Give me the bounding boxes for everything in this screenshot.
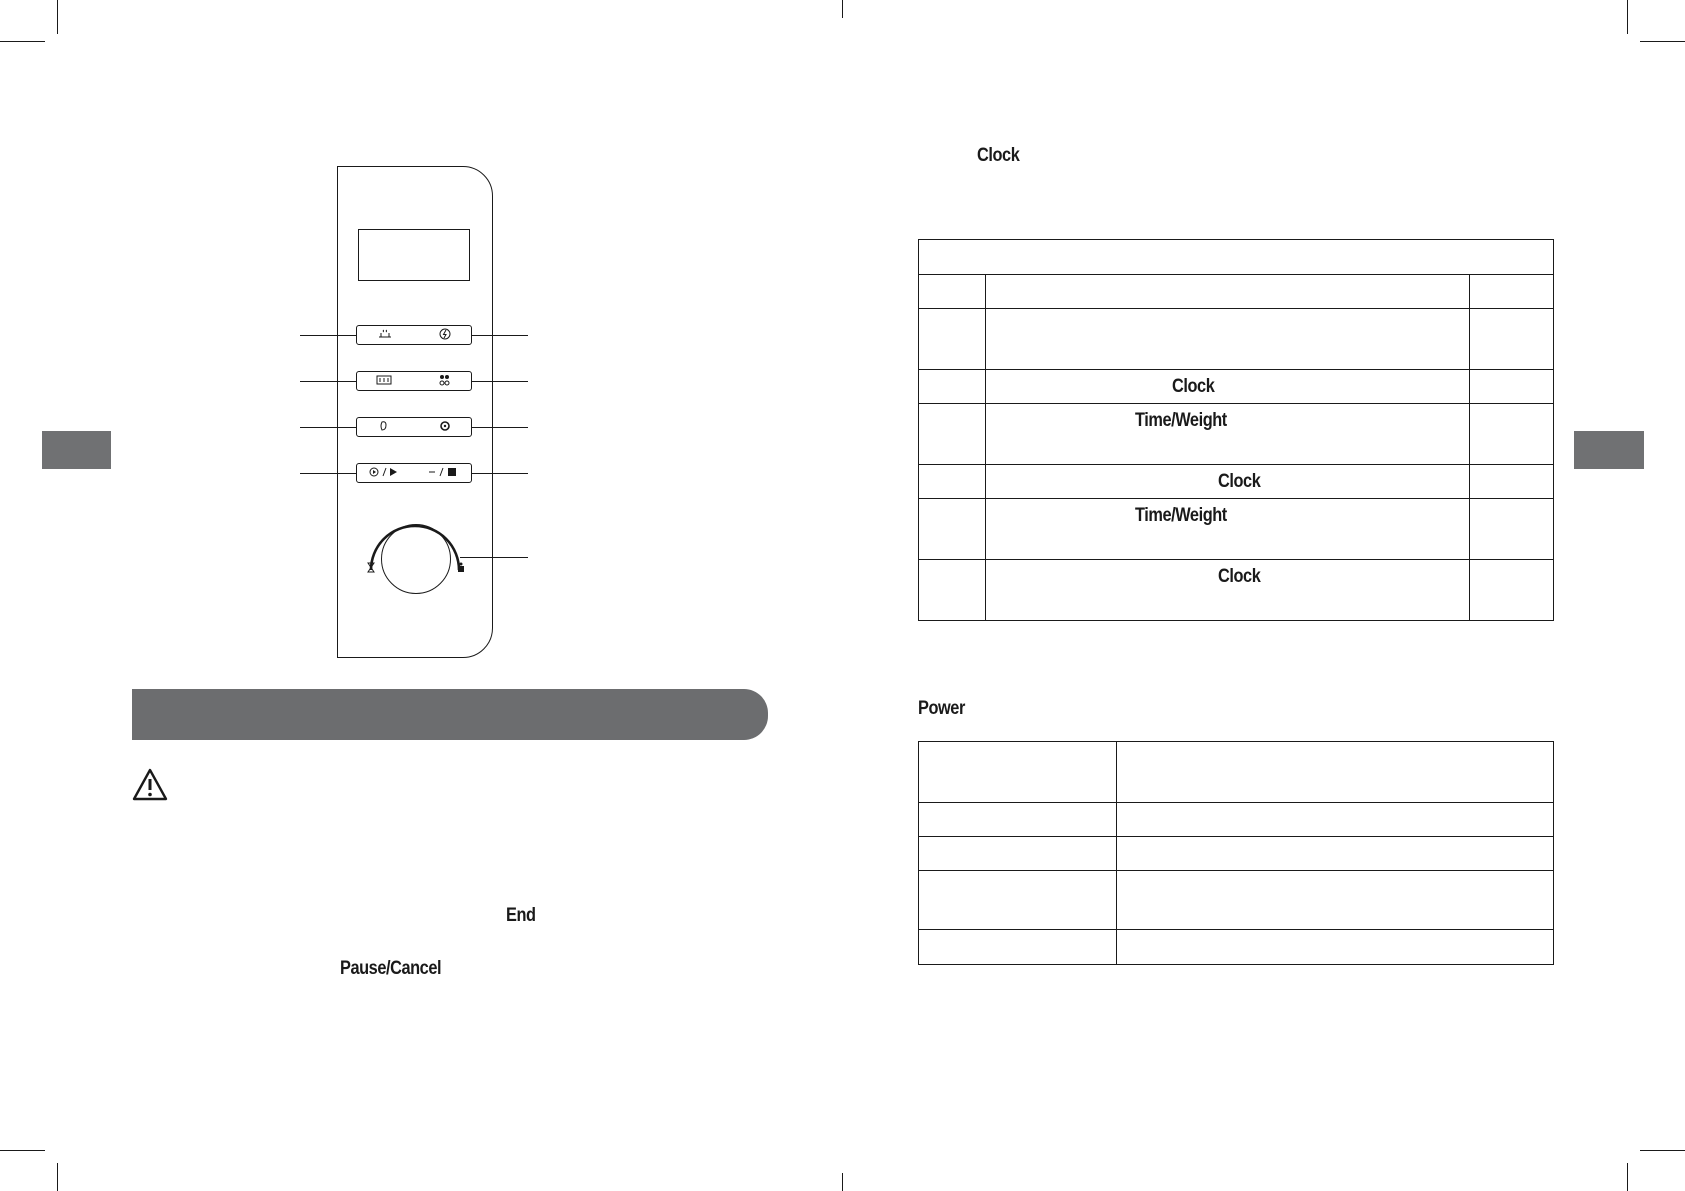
table-row [919,465,1554,499]
table-row [919,370,1554,404]
crop-mark [0,1150,45,1151]
step-keyword: Time/Weight [1135,410,1227,431]
leader-line [460,557,528,558]
power-heading: Power [918,698,965,719]
crop-mark [842,1173,843,1191]
table-row [919,499,1554,560]
leader-line [472,473,528,474]
step-keyword: Clock [1218,471,1261,492]
crop-mark [842,0,843,18]
end-keyword: End [506,905,536,926]
weight-icon [457,560,465,578]
table-row [919,837,1554,871]
panel-button-row-1 [356,325,472,345]
crop-mark [1640,41,1685,42]
step-keyword: Clock [1218,566,1261,587]
clock-icon [439,420,451,436]
auto-cook-icon [379,420,389,436]
table-row [919,803,1554,837]
table-row [919,930,1554,965]
crop-mark [57,1163,58,1191]
leader-line [300,427,356,428]
stop-icon [427,466,459,482]
table-row [919,871,1554,930]
panel-button-row-2 [356,371,472,391]
power-level-table [918,741,1554,965]
pause-cancel-keyword: Pause/Cancel [340,958,442,979]
power-icon [439,328,451,344]
crop-mark [1640,1150,1685,1151]
crop-mark [57,0,58,34]
step-keyword: Clock [1172,376,1215,397]
table-row [919,309,1554,370]
step-keyword: Time/Weight [1135,505,1227,526]
time-icon [367,560,375,578]
table-row [919,275,1554,309]
warning-triangle-icon [132,768,168,806]
table-row [919,240,1554,275]
section-banner [132,689,768,740]
combi-icon [439,374,451,390]
crop-mark [0,41,45,42]
leader-line [300,473,356,474]
table-row [919,560,1554,621]
defrost-icon [377,328,393,344]
left-page-tab [42,431,111,469]
panel-button-row-4 [356,463,472,483]
leader-line [300,381,356,382]
panel-display [358,229,470,281]
clock-setting-table [918,239,1554,621]
leader-line [472,381,528,382]
crop-mark [1627,1163,1628,1191]
panel-button-row-3 [356,417,472,437]
leader-line [472,427,528,428]
crop-mark [1627,0,1628,34]
control-dial [381,524,451,594]
start-icon [369,466,401,482]
right-page-tab [1574,431,1644,469]
leader-line [300,335,356,336]
grill-icon [376,374,392,390]
clock-heading: Clock [977,145,1020,166]
table-row [919,742,1554,803]
leader-line [472,335,528,336]
table-row [919,404,1554,465]
